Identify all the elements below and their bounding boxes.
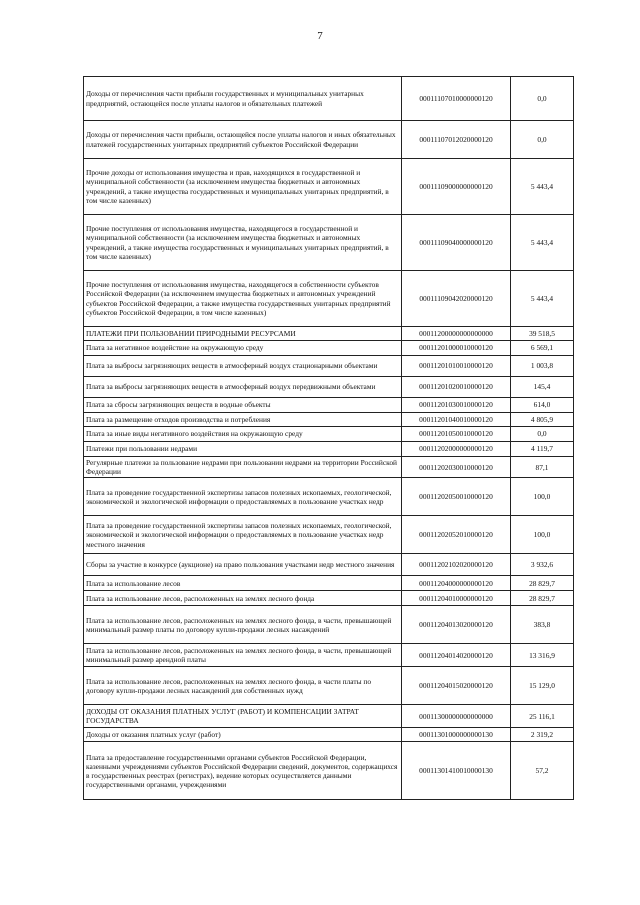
- row-name: Регулярные платежи за пользование недрами при пользовании недрами на территории Российской Федерации: [84, 457, 402, 478]
- table-row: [84, 121, 574, 159]
- row-amount: 6 569,1: [511, 341, 574, 356]
- row-amount: 383,8: [511, 606, 574, 644]
- row-name: Плата за использование лесов, расположенных на землях лесного фонда, в части платы по договору купли-продажи лесных насаждений для собственных нужд: [84, 667, 402, 705]
- row-amount: 1 003,8: [511, 356, 574, 377]
- budget-code: 00011202050010000120: [402, 478, 511, 516]
- table-row: [84, 516, 574, 554]
- row-amount: 100,0: [511, 516, 574, 554]
- table-row: [84, 77, 574, 121]
- budget-code: 00011202052010000120: [402, 516, 511, 554]
- budget-code: 00011109000000000120: [402, 159, 511, 215]
- budget-code: 00011300000000000000: [402, 705, 511, 728]
- row-name: Доходы от перечисления части прибыли, остающейся после уплаты налогов и иных обязательных платежей государственных унитарных предприятий субъектов Российской Федерации: [84, 121, 402, 159]
- budget-code: 00011301410010000130: [402, 742, 511, 800]
- budget-code: 00011202000000000120: [402, 442, 511, 457]
- table-row: [84, 341, 574, 356]
- row-name: Плата за сбросы загрязняющих веществ в водные объекты: [84, 398, 402, 413]
- row-amount: 15 129,0: [511, 667, 574, 705]
- table-row: [84, 644, 574, 667]
- row-name: Плата за предоставление государственными органами субъектов Российской Федерации, казенными учреждениями субъектов Российской Федерации сведений, документов, содержащихся в государственных реестрах (регистрах), ведение которых осуществляется данными государственными органами, учреждениями: [84, 742, 402, 800]
- row-amount: 4 119,7: [511, 442, 574, 457]
- table-row: [84, 413, 574, 427]
- row-name: Сборы за участие в конкурсе (аукционе) на право пользования участками недр местного значения: [84, 554, 402, 576]
- row-amount: 100,0: [511, 478, 574, 516]
- row-amount: 0,0: [511, 121, 574, 159]
- row-name: Плата за выбросы загрязняющих веществ в атмосферный воздух стационарными объектами: [84, 356, 402, 377]
- row-name: Прочие поступления от использования имущества, находящегося в собственности субъектов Российской Федерации (за исключением имущества бюджетных и автономных учреждений субъектов Российской Федерации, а также имущества государственных унитарных предприятий субъектов Российской Федерации, в том числе казенных): [84, 271, 402, 327]
- budget-code: 00011201000010000120: [402, 341, 511, 356]
- table-row: [84, 159, 574, 215]
- row-name: ПЛАТЕЖИ ПРИ ПОЛЬЗОВАНИИ ПРИРОДНЫМИ РЕСУРСАМИ: [84, 327, 402, 341]
- budget-code: 00011202030010000120: [402, 457, 511, 478]
- row-name: Платежи при пользовании недрами: [84, 442, 402, 457]
- row-amount: 39 518,5: [511, 327, 574, 341]
- row-name: Доходы от перечисления части прибыли государственных и муниципальных унитарных предприятий, остающейся после уплаты налогов и обязательных платежей: [84, 77, 402, 121]
- table-row: [84, 742, 574, 800]
- row-amount: 28 829,7: [511, 591, 574, 606]
- row-amount: 5 443,4: [511, 215, 574, 271]
- row-name: Плата за проведение государственной экспертизы запасов полезных ископаемых, геологической, экономической и экологической информации о предоставляемых в пользование участках недр: [84, 478, 402, 516]
- row-amount: 4 805,9: [511, 413, 574, 427]
- budget-code: 00011204014020000120: [402, 644, 511, 667]
- row-name: Плата за негативное воздействие на окружающую среду: [84, 341, 402, 356]
- table-row: [84, 457, 574, 478]
- row-amount: 57,2: [511, 742, 574, 800]
- row-name: Плата за проведение государственной экспертизы запасов полезных ископаемых, геологической, экономической и экологической информации о предоставляемых в пользование участках недр местного значения: [84, 516, 402, 554]
- revenue-table: [83, 76, 574, 800]
- budget-code: 00011201020010000120: [402, 377, 511, 398]
- table-row: [84, 591, 574, 606]
- table-row: [84, 356, 574, 377]
- budget-code: 00011201040010000120: [402, 413, 511, 427]
- budget-code: 00011107012020000120: [402, 121, 511, 159]
- budget-code: 00011204000000000120: [402, 576, 511, 591]
- row-name: Плата за размещение отходов производства и потребления: [84, 413, 402, 427]
- table-row: [84, 728, 574, 742]
- table-row: [84, 606, 574, 644]
- budget-code: 00011202102020000120: [402, 554, 511, 576]
- row-amount: 145,4: [511, 377, 574, 398]
- row-name: Плата за выбросы загрязняющих веществ в атмосферный воздух передвижными объектами: [84, 377, 402, 398]
- table-row: [84, 215, 574, 271]
- budget-code: 00011107010000000120: [402, 77, 511, 121]
- budget-code: 00011204015020000120: [402, 667, 511, 705]
- row-name: Плата за использование лесов, расположенных на землях лесного фонда: [84, 591, 402, 606]
- table-row: [84, 398, 574, 413]
- table-row: [84, 271, 574, 327]
- row-name: Плата за использование лесов, расположенных на землях лесного фонда, в части, превышающей минимальный размер платы по договору купли-продажи лесных насаждений: [84, 606, 402, 644]
- budget-code: 00011109040000000120: [402, 215, 511, 271]
- table-row: [84, 554, 574, 576]
- row-amount: 5 443,4: [511, 159, 574, 215]
- budget-code: 00011109042020000120: [402, 271, 511, 327]
- table-row: [84, 576, 574, 591]
- budget-code: 00011201030010000120: [402, 398, 511, 413]
- table-row: [84, 705, 574, 728]
- budget-code: 00011204010000000120: [402, 591, 511, 606]
- row-name: Прочие поступления от использования имущества, находящегося в государственной и муниципальной собственности (за исключением имущества бюджетных и автономных учреждений, а также имущества государственных и муниципальных унитарных предприятий, в том числе казенных): [84, 215, 402, 271]
- table-row: [84, 442, 574, 457]
- row-amount: 3 932,6: [511, 554, 574, 576]
- row-amount: 25 116,1: [511, 705, 574, 728]
- budget-code: 00011201050010000120: [402, 427, 511, 442]
- row-name: Плата за использование лесов: [84, 576, 402, 591]
- budget-code: 00011200000000000000: [402, 327, 511, 341]
- table-row: [84, 667, 574, 705]
- row-name: Прочие доходы от использования имущества и прав, находящихся в государственной и муниципальной собственности (за исключением имущества бюджетных и автономных учреждений, а также имущества государственных и муниципальных унитарных предприятий, в том числе казенных): [84, 159, 402, 215]
- table-row: [84, 377, 574, 398]
- row-amount: 0,0: [511, 77, 574, 121]
- row-name: Плата за иные виды негативного воздействия на окружающую среду: [84, 427, 402, 442]
- table-row: [84, 427, 574, 442]
- budget-code: 00011204013020000120: [402, 606, 511, 644]
- budget-code: 00011201010010000120: [402, 356, 511, 377]
- row-amount: 87,1: [511, 457, 574, 478]
- row-amount: 614,0: [511, 398, 574, 413]
- table-row: [84, 478, 574, 516]
- row-amount: 13 316,9: [511, 644, 574, 667]
- budget-code: 00011301000000000130: [402, 728, 511, 742]
- row-amount: 28 829,7: [511, 576, 574, 591]
- row-name: Доходы от оказания платных услуг (работ): [84, 728, 402, 742]
- page-number: 7: [317, 30, 323, 42]
- row-amount: 0,0: [511, 427, 574, 442]
- row-name: ДОХОДЫ ОТ ОКАЗАНИЯ ПЛАТНЫХ УСЛУГ (РАБОТ) И КОМПЕНСАЦИИ ЗАТРАТ ГОСУДАРСТВА: [84, 705, 402, 728]
- row-amount: 2 319,2: [511, 728, 574, 742]
- table-row: [84, 327, 574, 341]
- row-name: Плата за использование лесов, расположенных на землях лесного фонда, в части, превышающей минимальный размер арендной платы: [84, 644, 402, 667]
- row-amount: 5 443,4: [511, 271, 574, 327]
